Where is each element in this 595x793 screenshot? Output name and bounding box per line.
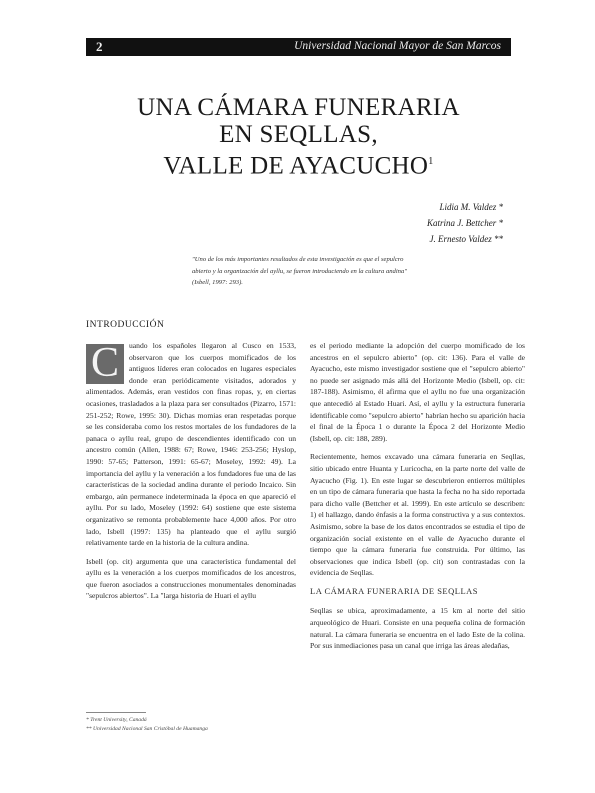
footnote: ** Universidad Nacional San Cristóbal de Huamanga <box>86 725 208 732</box>
author: Lidia M. Valdez * <box>439 202 503 212</box>
epigraph-quote: "Uno de los más importantes resultados de esta investigación es que el sepulcro abierto y la organización del ayllu, se fueron introduciendo en la cultura andina" (Isbell, 1997: 293). <box>192 256 408 286</box>
title-line-1: UNA CÁMARA FUNERARIA <box>137 94 460 121</box>
author: Katrina J. Bettcher * <box>427 218 503 228</box>
paragraph: es el periodo mediante la adopción del cuerpo momificado de los ancestros en el sepulcro abierto" (op. cit: 136). Para el valle de Ayacucho, este mismo investigador sostiene que el "sepulcro abierto" no puede ser asignado más allá del Horizonte Medio (Isbell, op. cit: 187-188). Asimismo, él afirma que el ayllu no fue una organización que antecedió al Estado Huari. Así, el ayllu y la estructura funeraria identificable como "sepulcro abierto" habrían hecho su aparición hacia el final de la Época 1 o durante la Época 2 del Horizonte Medio (Isbell, op. cit: 188, 289). <box>310 341 525 443</box>
section-heading: LA CÁMARA FUNERARIA DE SEQLLAS <box>310 585 479 596</box>
footnote: * Trent University, Canadá <box>86 717 147 723</box>
institution-name: Universidad Nacional Mayor de San Marcos <box>294 40 501 52</box>
footnotes <box>86 716 296 733</box>
running-header <box>86 38 511 56</box>
section-heading-introduction: INTRODUCCIÓN <box>86 320 165 330</box>
footnote-rule <box>86 712 146 713</box>
paragraph: Isbell (op. cit) argumenta que una característica fundamental del ayllu es la veneración a los cuerpos momificados de los ancestros, que fueron asociados a construcciones monumentales denominadas "sepulcros abiertos". La "larga historia de Huari el ayllu <box>86 556 296 601</box>
title-footnote-mark: 1 <box>428 156 434 167</box>
drop-cap: C <box>86 344 124 384</box>
right-column <box>310 340 525 740</box>
article-title <box>86 94 511 179</box>
paragraph: C uando los españoles llegaron al Cusco en 1533, observaron que los cuerpos momificados de los antiguos líderes eran colocados en lugares especiales donde eran periódicamente visitados, adorados y alimentados. Además, eran vestidos con finas ropas, y, en ciertas ocasiones, trasladados a la plaza para ser consultados (Pizarro, 1571: 251-252; Rowe, 1995: 30). Dichas momias eran respetadas porque se les consideraba como los restos mortales de los fundadores de la panaca o ayllu real, grupo de descendientes identificado con un ancestro común (Allen, 1988: 67; Rowe, 1946: 253-256; Hyslop, 1990: 57-65; Patterson, 1991: 65-67; Moseley, 1992: 49). La importancia del ayllu y la veneración a los fundadores fue una de las características de la sociedad andina durante el periodo Incaico. Sin embargo, aún permanece indeterminada la época en que apareció el ayllu. Por su lado, Moseley (1992: 64) sostiene que este sistema organizativo se remonta probablemente hace 4,000 años. Por otro lado, Isbell (1997: 135) ha planteado que el ayllu surgió relativamente tarde en la historia de la cultura andina. <box>86 340 296 548</box>
left-column <box>86 340 296 675</box>
paragraph: Recientemente, hemos excavado una cámara funeraria en Seqllas, sitio ubicado entre Huanta y Luricocha, en la parte norte del valle de Ayacucho (Fig. 1). En este lugar se descubrieron entierros múltiples en un tipo de cámara funeraria que hasta la fecha no ha sido reportada para dicho valle (Bettcher et al. 1999). En este artículo se describen: 1) el hallazgo, dando énfasis a la forma constructiva y a sus contextos. Asimismo, sobre la base de los datos encontrados se estudia el tipo de organización social existente en el valle de Ayacucho durante el tiempo que la cámara funeraria fue construida. Por último, las observaciones que indica Isbell (op. cit) son contrastadas con la evidencia de Seqllas. <box>310 452 525 578</box>
page-number: 2 <box>96 39 103 54</box>
author: J. Ernesto Valdez ** <box>429 234 503 244</box>
author-list <box>427 199 503 247</box>
title-line-3: VALLE DE AYACUCHO$^1$ <box>163 152 434 180</box>
title-line-2: EN SEQLLAS, <box>219 121 378 148</box>
paragraph: Seqllas se ubica, aproximadamente, a 15 km al norte del sitio arqueológico de Huari. Consiste en una pequeña colina de formación natural. La cámara funeraria se encuentra en el lado Este de la colina. Por sus inmediaciones pasa un canal que irriga las áreas aledañas, <box>310 606 525 651</box>
